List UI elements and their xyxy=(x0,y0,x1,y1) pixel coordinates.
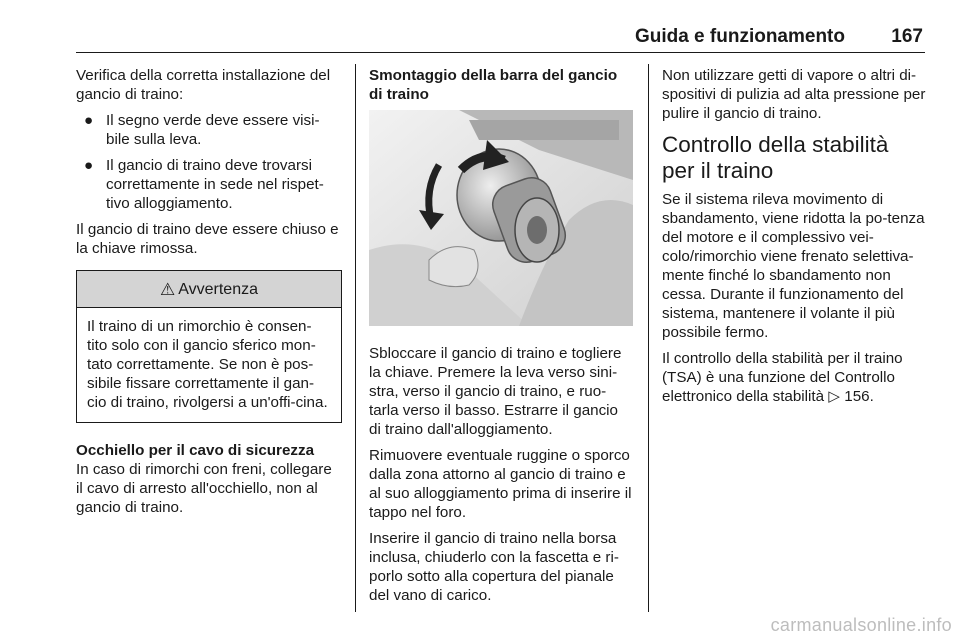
removal-heading: Smontaggio della barra del gancio di traino xyxy=(369,67,618,103)
bullet-icon: ● xyxy=(84,112,94,129)
warning-header xyxy=(77,271,341,308)
column-divider xyxy=(648,64,649,612)
page-reference-arrow-icon: ▷ xyxy=(828,388,841,405)
page-reference-link[interactable]: 156. xyxy=(844,388,874,405)
warning-triangle-icon: ⚠ xyxy=(160,279,176,299)
page-header xyxy=(76,22,925,53)
removal-step-2: Rimuovere eventuale ruggine o sporco dalla zona attorno al gancio di traino e al suo alloggiamento prima di inserire il tappo nel foro. xyxy=(369,447,632,521)
tsa-description: Se il sistema rileva movimento di sbandamento, viene ridotta la po-tenza del motore e il complessivo vei-colo/rimorchio viene frenato selettiva-mente finché lo sbandamento non cessa. Durante il funzionamento del sistema, mantenere il volante il più possibile fermo. xyxy=(662,191,925,341)
column-1 xyxy=(76,66,342,524)
column-3 xyxy=(662,66,926,413)
removal-step-3: Inserire il gancio di traino nella borsa inclusa, chiuderlo con la fascetta e ri-porlo sotto alla copertura del pianale del vano di carico. xyxy=(369,530,619,604)
install-check-intro: Verifica della corretta installazione del gancio di traino: xyxy=(76,67,331,103)
watermark: carmanualsonline.info xyxy=(770,615,952,635)
bullet-icon: ● xyxy=(84,157,94,174)
tsa-reference: Il controllo della stabilità per il traino (TSA) è una funzione del Controllo elettronico della stabilità ▷ 156. xyxy=(662,350,903,405)
removal-step-1: Sbloccare il gancio di traino e togliere la chiave. Premere la leva verso sini-stra, verso il gancio di traino, e ruo-tarla verso il basso. Estrarre il gancio di traino dall'alloggiamento. xyxy=(369,345,622,438)
warning-box xyxy=(76,270,342,423)
eyelet-heading: Occhiello per il cavo di sicurezza xyxy=(76,442,315,459)
section-heading: Controllo della stabilità per il traino xyxy=(662,132,889,183)
hand-releasing-towbar-image xyxy=(369,110,633,326)
column-divider xyxy=(355,64,356,612)
column-2 xyxy=(369,66,633,612)
cleaning-note: Non utilizzare getti di vapore o altri di-spositivi di pulizia ad alta pressione per pulire il gancio di traino. xyxy=(662,67,926,122)
warning-title: Avvertenza xyxy=(178,280,258,298)
install-check-closing: Il gancio di traino deve essere chiuso e la chiave rimossa. xyxy=(76,221,339,257)
install-check-list xyxy=(76,111,342,213)
page-number: 167 xyxy=(891,26,923,47)
list-item: ● Il segno verde deve essere visi-bile sulla leva. xyxy=(84,112,320,148)
list-item: ● Il gancio di traino deve trovarsi correttamente in sede nel rispet-tivo alloggiamento. xyxy=(84,157,324,212)
chapter-title: Guida e funzionamento xyxy=(634,26,845,47)
towbar-removal-illustration xyxy=(369,110,633,326)
warning-body: Il traino di un rimorchio è consen-tito solo con il gancio sferico mon-tato correttamente. Se non è pos-sibile fissare correttamente il gan-cio di traino, rivolgersi a un'offi-cina. xyxy=(87,318,328,411)
eyelet-text: In caso di rimorchi con freni, collegare il cavo di arresto all'occhiello, non al gancio di traino. xyxy=(76,461,332,516)
